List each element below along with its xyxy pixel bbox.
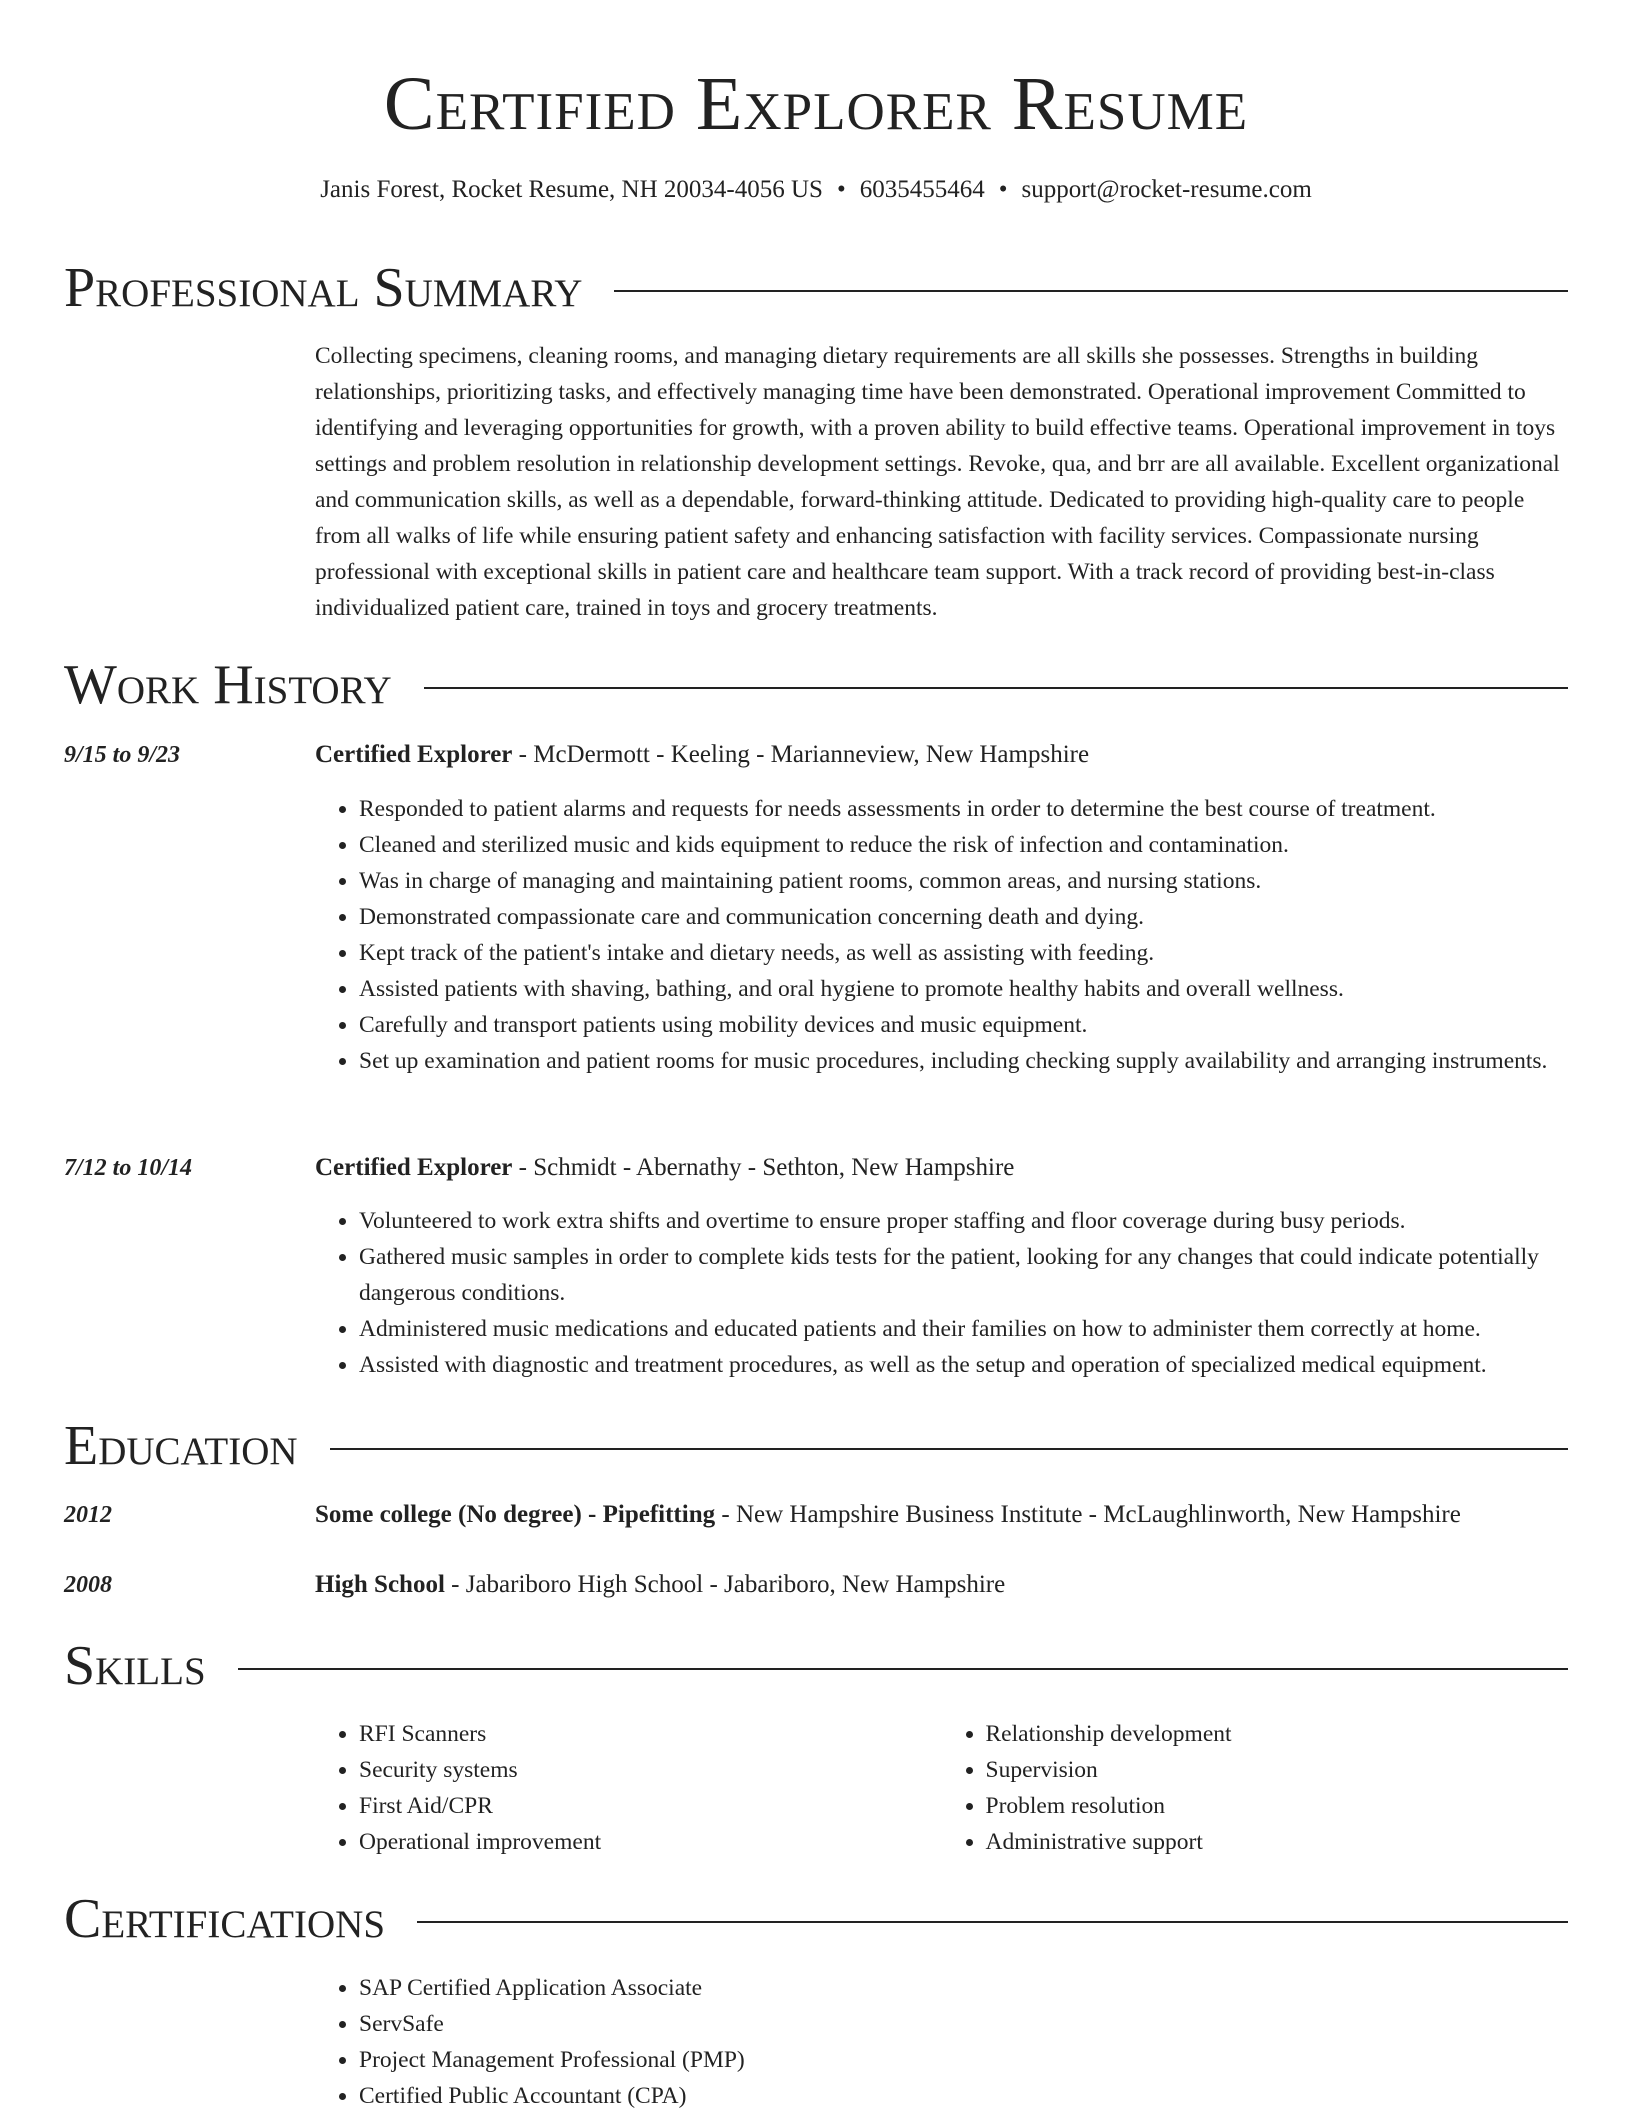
section-divider	[614, 290, 1568, 292]
job-bullet: • Kept track of the patient's intake and dietary needs, as well as assisting with feeding.	[359, 935, 1568, 971]
contact-separator: •	[836, 176, 846, 203]
job-bullets-block	[315, 791, 1568, 1079]
skill-item: • First Aid/CPR	[359, 1788, 942, 1824]
summary-section-header	[64, 253, 1568, 323]
skills-list-left	[315, 1716, 942, 1860]
job-dates: 7/12 to 10/14	[64, 1155, 193, 1181]
job-details: - McDermott - Keeling - Marianneview, New Hampshire	[512, 741, 1090, 768]
skills-block	[315, 1716, 1568, 1860]
certifications-heading: Certifications	[64, 1888, 386, 1950]
job-bullet: • Was in charge of managing and maintaining patient rooms, common areas, and nursing stations.	[359, 863, 1568, 899]
skill-item: • Operational improvement	[359, 1824, 942, 1860]
education-year: 2012	[64, 1502, 112, 1528]
certification-item: • SAP Certified Application Associate	[359, 1970, 1568, 2006]
job-bullet: • Volunteered to work extra shifts and overtime to ensure proper staffing and floor coverage during busy periods.	[359, 1203, 1568, 1239]
job-heading	[315, 737, 1592, 773]
skill-item: • Supervision	[986, 1752, 1569, 1788]
job-bullet: • Set up examination and patient rooms for music procedures, including checking supply availability and arranging instruments.	[359, 1043, 1568, 1079]
education-heading: Education	[64, 1415, 298, 1477]
education-details: - New Hampshire Business Institute - McLaughlinworth, New Hampshire	[715, 1501, 1461, 1528]
contact-phone: 6035455464	[859, 176, 985, 203]
education-entry	[315, 1567, 1592, 1603]
contact-line	[0, 174, 1632, 206]
job-bullet: • Assisted with diagnostic and treatment procedures, as well as the setup and operation of specialized medical equipment.	[359, 1347, 1568, 1383]
certification-item: • Project Management Professional (PMP)	[359, 2042, 1568, 2078]
certification-item: • ServSafe	[359, 2006, 1568, 2042]
job-bullet: • Carefully and transport patients using mobility devices and music equipment.	[359, 1007, 1568, 1043]
education-section-header	[64, 1411, 1568, 1481]
section-divider	[424, 687, 1568, 689]
skill-item: • Security systems	[359, 1752, 942, 1788]
certifications-section-header	[64, 1884, 1568, 1954]
skills-heading: Skills	[64, 1635, 206, 1697]
work-heading: Work History	[64, 654, 392, 716]
summary-text: Collecting specimens, cleaning rooms, and managing dietary requirements are all skills she possesses. Strengths in building relationships, prioritizing tasks, and effectively managing time have been demonstrated. Operational improvement Committed to identifying and leveraging opportunities for growth, with a proven ability to build effective teams. Operational improvement in toys settings and problem resolution in relationship development settings. Revoke, qua, and brr are all available. Excellent organizational and communication skills, as well as a dependable, forward-thinking attitude. Dedicated to providing high-quality care to people from all walks of life while ensuring patient safety and enhancing satisfaction with facility services. Compassionate nursing professional with exceptional skills in patient care and healthcare team support. With a track record of providing best-in-class individualized patient care, trained in toys and grocery treatments.	[315, 343, 1560, 621]
contact-address: Janis Forest, Rocket Resume, NH 20034-4056 US	[320, 176, 823, 203]
job-details: - Schmidt - Abernathy - Sethton, New Hampshire	[512, 1154, 1015, 1181]
skills-section-header	[64, 1631, 1568, 1701]
skills-list-right	[942, 1716, 1569, 1860]
skill-item: • Relationship development	[986, 1716, 1569, 1752]
skill-item: • RFI Scanners	[359, 1716, 942, 1752]
section-divider	[330, 1448, 1568, 1450]
education-degree: Some college (No degree) - Pipefitting	[315, 1501, 716, 1528]
certification-item: • Certified Public Accountant (CPA)	[359, 2078, 1568, 2114]
certifications-list	[315, 1970, 1568, 2114]
job-title: Certified Explorer	[315, 1154, 513, 1181]
job-title: Certified Explorer	[315, 741, 513, 768]
contact-email[interactable]: support@rocket-resume.com	[1021, 176, 1312, 203]
job-bullet: • Administered music medications and educated patients and their families on how to administer them correctly at home.	[359, 1311, 1568, 1347]
contact-separator: •	[998, 176, 1008, 203]
job-bullet: • Demonstrated compassionate care and communication concerning death and dying.	[359, 899, 1568, 935]
job-bullet: • Responded to patient alarms and requests for needs assessments in order to determine the best course of treatment.	[359, 791, 1568, 827]
skill-item: • Administrative support	[986, 1824, 1569, 1860]
section-divider	[238, 1668, 1568, 1670]
education-details: - Jabariboro High School - Jabariboro, New Hampshire	[444, 1571, 1006, 1598]
job-bullet: • Gathered music samples in order to complete kids tests for the patient, looking for any changes that could indicate potentially dangerous conditions.	[359, 1239, 1568, 1311]
job-bullet: • Assisted patients with shaving, bathing, and oral hygiene to promote healthy habits and overall wellness.	[359, 971, 1568, 1007]
job-bullets-block	[315, 1203, 1568, 1383]
job-bullet: • Cleaned and sterilized music and kids equipment to reduce the risk of infection and contamination.	[359, 827, 1568, 863]
education-degree: High School	[315, 1571, 445, 1598]
job-bullet-list	[315, 1203, 1568, 1383]
certifications-block	[315, 1970, 1568, 2114]
skill-item: • Problem resolution	[986, 1788, 1569, 1824]
job-bullet-list	[315, 791, 1568, 1079]
section-divider	[417, 1921, 1568, 1923]
summary-heading: Professional Summary	[64, 257, 583, 319]
job-heading	[315, 1150, 1592, 1186]
work-section-header	[64, 650, 1568, 720]
education-year: 2008	[64, 1572, 112, 1598]
job-dates: 9/15 to 9/23	[64, 742, 181, 768]
education-entry	[315, 1497, 1592, 1533]
resume-title: Certified Explorer Resume	[383, 62, 1249, 146]
summary-block	[315, 338, 1568, 626]
